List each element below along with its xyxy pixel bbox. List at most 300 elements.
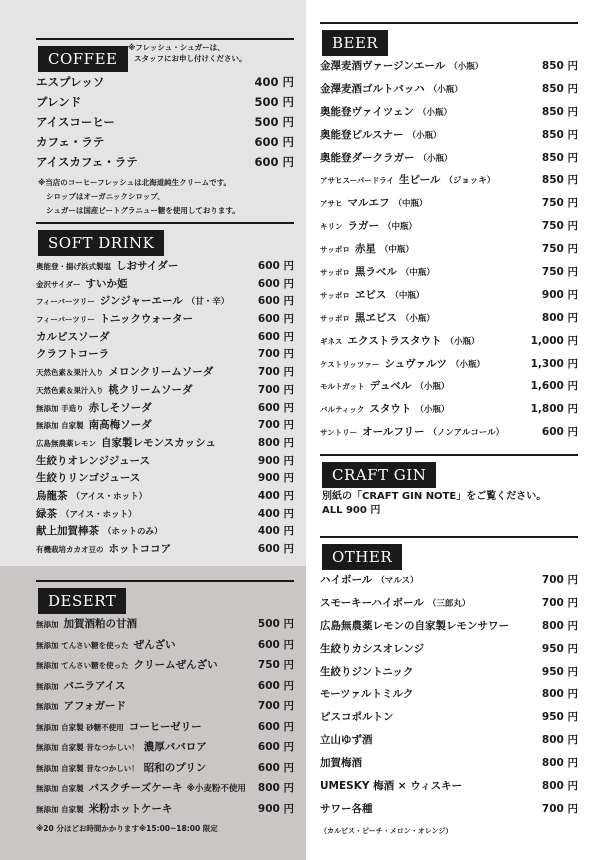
item-label [36,435,216,450]
item-suffix: （小瓶） [451,359,486,370]
item-price: 750 円 [541,243,578,256]
item-label [320,378,449,393]
item-price: 850 円 [541,128,578,141]
item-prefix: 無添加 てんさい糖を使った [36,640,129,650]
item-name: 金澤麦酒ゴルトバッハ [320,82,425,95]
item-name: 金澤麦酒ヴァージンエール [320,60,446,72]
item-prefix: 無添加 自家製 [36,784,84,793]
item-label [36,329,110,344]
menu-item [36,637,294,658]
item-price: 1,600 円 [530,380,578,393]
item-label [320,127,442,142]
other-note: （カルピス・ピーチ・メロン・オレンジ） [320,826,453,835]
item-label [36,760,206,775]
item-name: すいか姫 [85,277,128,290]
item-price: 600 円 [254,135,294,149]
item-name: 生絞りオレンジジュース [36,454,150,467]
item-price: 600 円 [257,295,294,308]
item-price: 800 円 [257,436,294,449]
coffee-note-line: シュガーは国産ビートグラニュー糖を使用しております。 [46,206,240,215]
item-prefix: 無添加 手造り [36,403,84,413]
item-label [320,618,509,633]
item-label [36,311,193,326]
item-label [320,595,470,610]
menu-item [36,760,294,781]
item-price: 950 円 [541,711,578,724]
item-label [320,104,452,119]
menu-item [36,293,294,311]
item-price: 700 円 [541,802,578,815]
item-price: 850 円 [541,151,578,164]
item-prefix: ギネス [320,336,343,346]
craft-gin-title: CRAFT GIN [322,462,436,488]
soft-drink-title: SOFT DRINK [38,230,164,256]
item-label [320,172,495,187]
item-price: 600 円 [254,155,294,169]
item-prefix: サントリー [320,428,358,438]
other-section [320,536,578,836]
coffee-note-line: ※当店のコーヒーフレッシュは北海道純生クリームです。 [38,178,231,187]
menu-item [320,172,578,195]
menu-item [36,488,294,506]
item-suffix: （ホットのみ） [103,527,163,538]
menu-item [36,417,294,435]
item-label [36,276,127,291]
item-prefix: 無添加 [36,620,59,629]
item-price: 900 円 [257,802,294,815]
menu-item [36,616,294,637]
item-name: 黒ヱビス [354,311,397,324]
item-price: 1,800 円 [530,403,578,416]
item-prefix: 無添加 自家製 [36,804,84,814]
item-prefix: キリン [320,222,343,232]
menu-item [320,150,578,173]
item-name: ブレンド [36,95,82,109]
menu-item [320,755,578,778]
item-price: 850 円 [541,82,578,95]
item-price: 800 円 [541,688,578,701]
item-name: カフェ・ラテ [36,135,105,149]
menu-item [320,664,578,687]
item-label [36,364,213,379]
item-prefix: バルティック [320,405,365,415]
item-name: 献上加賀棒茶 [36,525,99,538]
item-name: アイスコーヒー [36,115,115,129]
item-prefix: 無添加 てんさい糖を使った [36,661,129,670]
menu-item [320,378,578,401]
item-price: 750 円 [257,659,294,671]
item-name: アフォガード [63,700,126,712]
item-suffix: （小瓶） [428,84,463,95]
item-label [320,641,424,656]
coffee-section [36,38,294,218]
item-label [36,488,147,503]
item-name: 奥能登ダークラガー [320,151,415,164]
item-suffix: （ジョッキ） [444,176,496,187]
menu-item [320,241,578,264]
coffee-note-line: シロップはオーガニックシロップ、 [46,192,165,201]
item-price: 400 円 [257,525,294,538]
menu-item [320,401,578,424]
item-suffix: （三郎丸） [427,598,471,609]
menu-item [320,572,578,595]
menu-item [36,453,294,471]
menu-item [320,218,578,241]
item-label [320,287,424,302]
beer-section [320,22,578,447]
item-price: 850 円 [541,105,578,118]
item-label [320,709,394,724]
item-suffix: （甘・辛） [186,297,230,308]
item-name: UMESKY 梅酒 × ウィスキー [320,780,463,793]
item-prefix: ケストリッツァー [320,359,380,369]
item-label [36,346,109,361]
menu-item [320,595,578,618]
item-price: 400 円 [257,507,294,520]
item-price: 600 円 [257,401,294,414]
item-prefix: 無添加 自家製 昔なつかしい！ [36,763,139,773]
item-prefix: 天然色素＆果汁入り [36,385,104,395]
other-list [320,572,578,824]
menu-item [36,400,294,418]
item-label [320,778,462,793]
item-label [36,506,137,521]
menu-item [36,134,294,154]
menu-item [36,698,294,719]
menu-item [36,311,294,329]
menu-item [320,424,578,447]
coffee-header [36,38,294,68]
item-name: アイスカフェ・ラテ [36,155,138,169]
coffee-list [36,74,294,174]
item-name: オールフリー [362,426,425,439]
item-name: コーヒーゼリー [128,720,202,733]
item-price: 600 円 [257,679,294,692]
item-label [36,382,193,397]
item-label [320,195,428,210]
item-prefix: 無添加 自家製 昔なつかしい！ [36,743,139,752]
craft-gin-section [320,454,578,518]
menu-item [36,801,294,822]
item-price: 600 円 [541,426,578,439]
item-prefix: 奥能登・揚げ浜式製塩 [36,262,111,271]
item-name: クラフトコーラ [36,348,110,361]
item-label [320,58,483,73]
menu-item [320,801,578,824]
item-price: 750 円 [541,220,578,233]
menu-item [320,58,578,81]
item-price: 800 円 [541,734,578,747]
menu-item [36,114,294,134]
item-label [36,801,172,816]
item-price: 400 円 [257,489,294,502]
coffee-header-note [128,42,247,64]
item-name: 生絞りジントニック [320,665,414,678]
item-name: 生ビール [399,174,441,187]
item-prefix: サッポロ [320,290,350,300]
item-price: 900 円 [257,454,294,467]
item-suffix: （アイス・ホット） [61,509,137,520]
item-prefix: 無添加 自家製 [36,421,84,431]
item-price: 700 円 [541,574,578,586]
item-name: 赤星 [354,243,376,256]
item-price: 900 円 [257,472,294,485]
item-name: モーツァルトミルク [320,688,414,701]
beer-header [320,22,578,52]
item-price: 1,000 円 [530,334,578,347]
item-suffix: （中瓶） [400,268,435,279]
item-name: しおサイダー [116,260,179,272]
item-name: クリームぜんざい [133,659,218,671]
item-label [320,264,435,279]
item-prefix: 広島無農薬レモン [36,438,96,448]
item-label [36,616,137,631]
item-label [320,310,435,325]
item-label [36,523,163,538]
item-suffix: （小瓶） [407,130,442,141]
menu-item [320,778,578,801]
item-prefix: 天然色素＆果汁入り [36,368,104,378]
item-prefix: サッポロ [320,313,350,323]
item-name: 桃クリームソーダ [108,383,193,396]
item-price: 700 円 [257,348,294,361]
other-title: OTHER [322,544,402,570]
menu-item [36,364,294,382]
item-label [320,401,449,416]
item-prefix: フィーバーツリー [36,315,95,325]
item-name: マルエフ [347,197,390,210]
item-price: 700 円 [257,383,294,396]
menu-item [320,310,578,333]
item-suffix: （小瓶） [400,313,435,324]
item-price: 700 円 [541,596,578,609]
desert-title: DESERT [38,588,126,614]
item-suffix: （小瓶） [415,405,450,416]
item-name: 加賀酒粕の甘酒 [63,618,137,630]
beer-title: BEER [322,30,388,56]
item-price: 950 円 [541,642,578,655]
item-name: 烏龍茶 [36,489,68,502]
desert-section [36,580,294,834]
desert-header [36,580,294,610]
item-name: ジンジャーエール [99,295,183,308]
item-price: 800 円 [257,782,294,794]
item-prefix: アサヒスーパードライ [320,176,395,186]
item-prefix: サッポロ [320,268,350,278]
item-label [320,333,479,348]
menu-item [320,127,578,150]
coffee-title: COFFEE [38,46,128,72]
item-name: 加賀梅酒 [320,757,362,770]
menu-item [320,333,578,356]
item-name: 生絞りリンゴジュース [36,472,141,485]
item-label [320,664,413,679]
item-name: シュヴァルツ [384,357,448,370]
item-name: エクストラスタウト [347,334,442,347]
item-suffix: （小瓶） [417,107,452,118]
item-prefix: 金沢サイダー [36,279,81,289]
item-name: 自家製レモンスカッシュ [101,436,216,449]
item-price: 750 円 [541,266,578,279]
item-suffix: （小瓶） [418,153,453,164]
item-price: 500 円 [254,95,294,109]
item-name: ハイボール [320,574,373,586]
item-name: 広島無農薬レモンの自家製レモンサワー [320,619,509,632]
item-price: 700 円 [257,366,294,379]
soft-drink-header [36,222,294,252]
item-label [36,637,176,652]
item-price: 800 円 [541,780,578,793]
item-label [320,424,504,439]
menu-item [320,732,578,755]
item-label [320,755,362,770]
menu-item [36,506,294,524]
other-header [320,536,578,566]
item-price: 850 円 [541,60,578,72]
item-prefix: 無添加 [36,702,59,711]
menu-item [320,618,578,641]
item-label [36,417,152,432]
item-price: 600 円 [257,761,294,774]
item-price: 700 円 [257,419,294,432]
item-price: 800 円 [541,757,578,770]
item-prefix: 無添加 [36,681,59,691]
item-prefix: モルトガット [320,382,365,392]
item-prefix: サッポロ [320,245,350,255]
item-name: ホットココア [108,543,172,555]
menu-item [36,329,294,347]
item-suffix: （中瓶） [379,245,414,256]
item-name: 南高梅ソーダ [88,419,152,432]
menu-item [36,719,294,740]
menu-item [320,195,578,218]
item-name: カルピスソーダ [36,330,110,343]
item-label [36,453,150,468]
item-label [36,657,218,672]
craft-gin-header [320,454,578,484]
item-prefix: フィーバーツリー [36,297,95,307]
menu-item [36,154,294,174]
item-suffix: （アイス・ホット） [71,491,148,502]
menu-item [36,678,294,699]
item-name: 赤しそソーダ [88,401,152,414]
item-name: ヱビス [354,288,387,301]
item-price: 1,300 円 [530,357,578,370]
desert-list [36,616,294,821]
item-label [36,293,229,308]
item-price: 600 円 [257,741,294,753]
menu-item [36,94,294,114]
menu-item [320,709,578,732]
item-label [36,739,207,754]
menu-item [320,686,578,709]
item-label [320,81,463,96]
item-name: 濃厚ババロア [143,741,207,753]
item-price: 850 円 [541,174,578,187]
item-label [320,686,413,701]
item-suffix: （中瓶） [393,199,428,210]
craft-gin-text: 別紙の「CRAFT GIN NOTE」をご覧ください。 [322,491,547,502]
item-label [320,150,453,165]
item-label [320,241,414,256]
item-price: 600 円 [257,313,294,326]
menu-item [320,81,578,104]
item-price: 600 円 [257,720,294,733]
item-name: ぜんざい [133,638,176,651]
menu-item [320,104,578,127]
menu-item [320,264,578,287]
item-price: 600 円 [257,638,294,651]
menu-item [36,382,294,400]
beer-list [320,58,578,447]
item-label [320,572,419,587]
item-label [36,780,246,795]
item-name: 米粉ホットケーキ [88,802,173,815]
item-prefix: アサヒ [320,199,343,209]
menu-item [36,276,294,294]
item-price: 600 円 [257,330,294,343]
item-label [320,356,485,371]
item-suffix: （マルス） [376,576,419,586]
item-name: 緑茶 [36,507,57,520]
item-label [36,400,152,415]
item-price: 950 円 [541,665,578,678]
craft-gin-price: ALL 900 円 [322,505,381,516]
item-suffix: （小瓶） [415,382,450,393]
item-prefix: 有機栽培カカオ豆の [36,545,104,554]
item-price: 750 円 [541,197,578,210]
item-name: スモーキーハイボール [320,596,424,609]
item-name: デュベル [369,380,412,393]
item-name: 昭和のプリン [143,761,207,774]
item-price: 500 円 [254,115,294,129]
menu-item [320,287,578,310]
item-label [320,801,373,816]
coffee-header-note-line: ※フレッシュ・シュガーは、 [128,43,225,52]
menu-item [36,541,294,559]
item-label [36,470,140,485]
item-label [320,218,417,233]
menu-item [36,523,294,541]
item-suffix: （中瓶） [383,222,418,233]
item-name: 奥能登ピルスナー [320,128,404,141]
item-price: 600 円 [257,277,294,290]
coffee-header-note-line: スタッフにお申し付けください。 [134,54,247,63]
soft-drink-section [36,222,294,559]
item-label [36,698,126,713]
menu-item [36,346,294,364]
item-price: 800 円 [541,311,578,324]
item-suffix: （小瓶） [449,62,484,72]
menu-item [36,258,294,276]
menu-item [320,356,578,379]
menu-item [320,641,578,664]
menu-item [36,739,294,760]
soft-drink-list [36,258,294,559]
item-label [36,719,202,734]
item-name: ピスコポルトン [320,711,394,724]
item-name: エスプレッソ [36,75,105,89]
menu-item [36,74,294,94]
item-price: 400 円 [254,75,294,89]
item-name: 生絞りカシスオレンジ [320,642,425,655]
item-prefix: 無添加 自家製 砂糖不使用 [36,722,124,732]
item-name: 立山ゆず酒 [320,734,373,747]
menu-item [36,435,294,453]
item-name: バスクチーズケーキ [88,782,183,794]
item-name: サワー各種 [320,802,373,815]
item-name: バニラアイス [63,679,126,692]
